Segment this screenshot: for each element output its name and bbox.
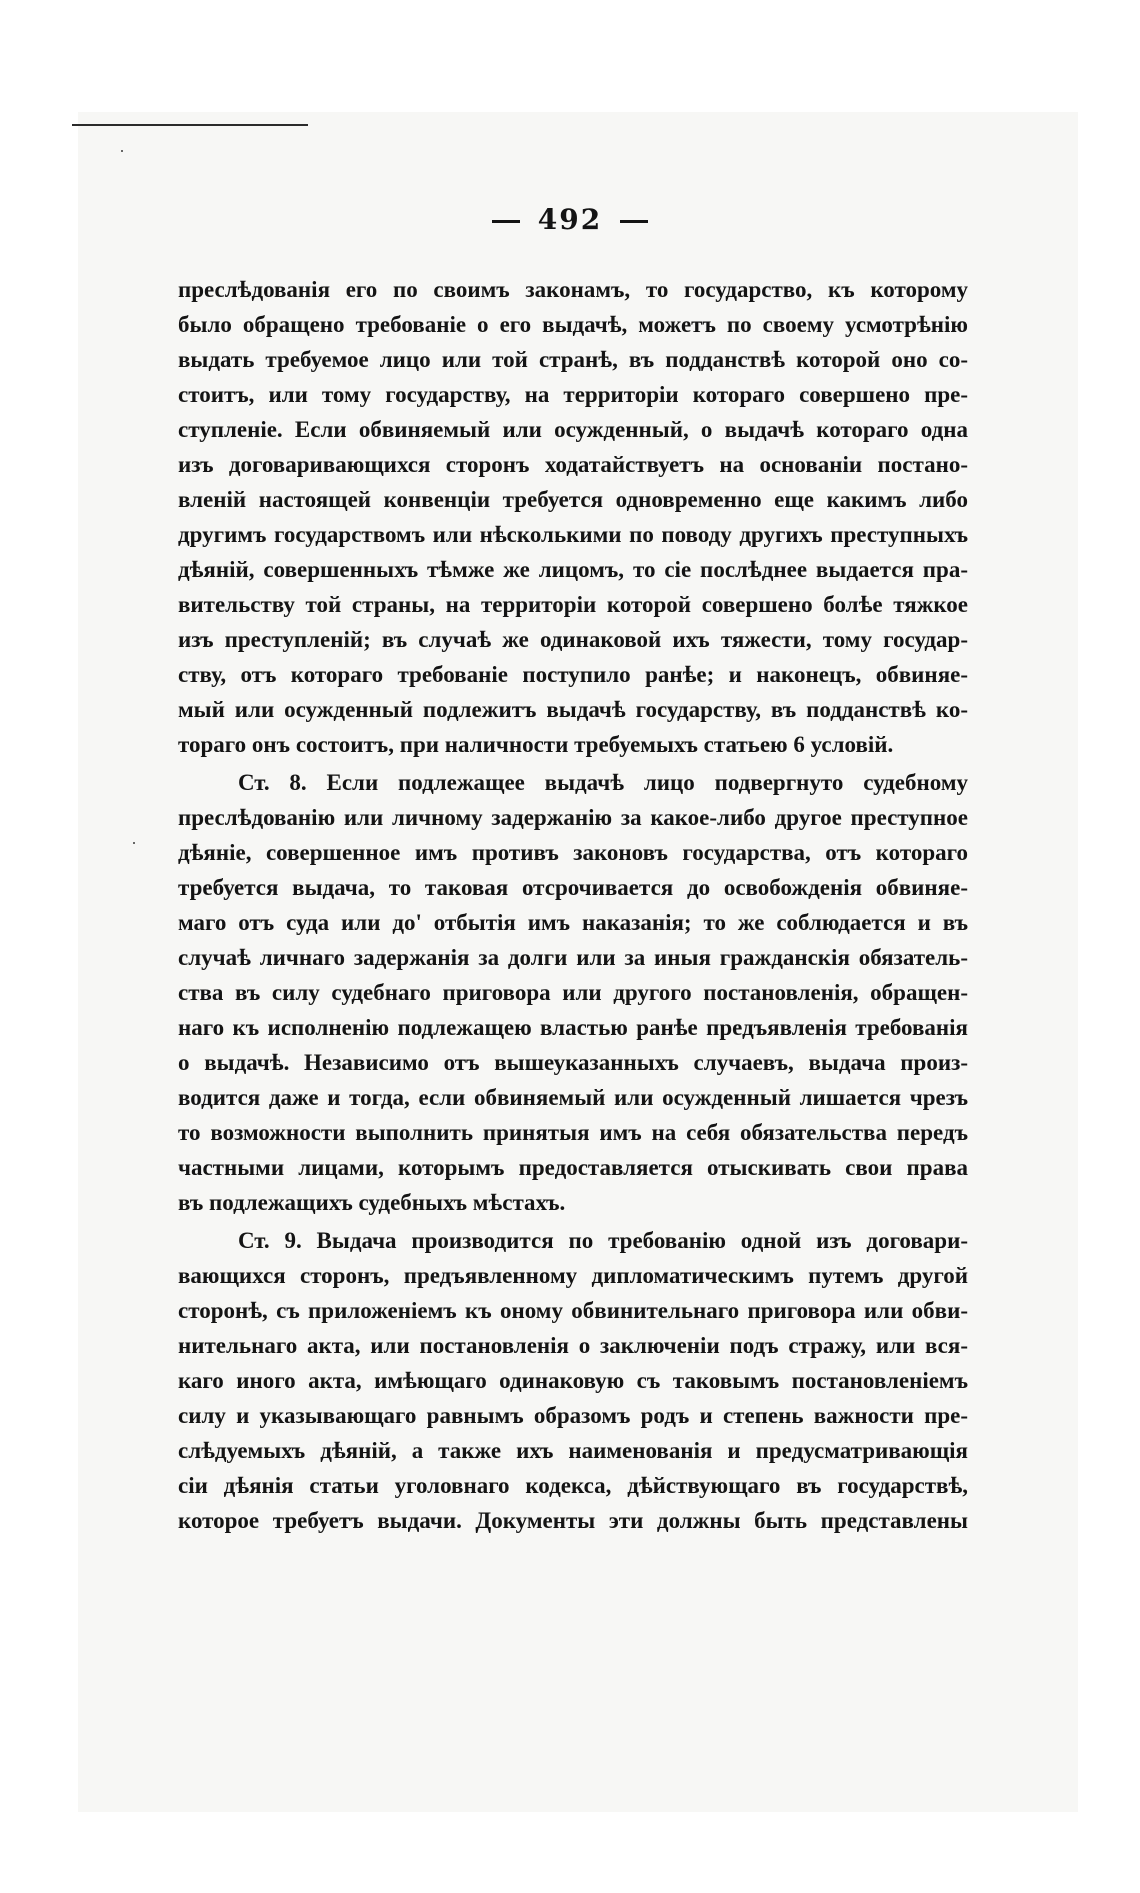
text-line: тораго онъ состоитъ, при наличности требуемыхъ статьею 6 условій. <box>178 732 894 757</box>
scan-speck <box>121 150 123 152</box>
left-dash <box>492 220 520 223</box>
text-line: слѣдуемыхъ дѣяній, а также ихъ наименованія и предусматривающія <box>178 1438 968 1463</box>
text-line: преслѣдованія его по своимъ законамъ, то государство, къ которому <box>178 277 968 302</box>
page-number <box>0 203 1140 236</box>
text-line: вающихся сторонъ, предъявленному дипломатическимъ путемъ другой <box>178 1263 968 1288</box>
paragraph-article-9 <box>178 1223 968 1538</box>
text-line: вительству той страны, на территоріи которой совершено болѣе тяжкое <box>178 592 968 617</box>
page-number-text: 492 <box>537 203 603 236</box>
text-line: Ст. 9. Выдача производится по требованію одной изъ договари- <box>238 1228 968 1253</box>
text-line: частными лицами, которымъ предоставляется отыскивать свои права <box>178 1155 968 1180</box>
text-line: мый или осужденный подлежитъ выдачѣ государству, въ подданствѣ ко- <box>178 697 968 722</box>
text-line: вленій настоящей конвенціи требуется одновременно еще какимъ либо <box>178 487 968 512</box>
paragraph <box>178 272 968 762</box>
text-line: сіи дѣянія статьи уголовнаго кодекса, дѣйствующаго въ государствѣ, <box>178 1473 968 1498</box>
text-line: дѣяній, совершенныхъ тѣмже же лицомъ, то сіе послѣднее выдается пра- <box>178 557 968 582</box>
text-line: наго къ исполненію подлежащею властью ранѣе предъявленія требованія <box>178 1015 968 1040</box>
text-line: преслѣдованію или личному задержанію за какое-либо другое преступное <box>178 805 968 830</box>
text-line: случаѣ личнаго задержанія за долги или за иныя гражданскія обязатель- <box>178 945 968 970</box>
text-line: дѣяніе, совершенное имъ противъ законовъ государства, отъ котораго <box>178 840 968 865</box>
body-text <box>178 272 968 1538</box>
text-line: изъ договаривающихся сторонъ ходатайствуетъ на основаніи постано- <box>178 452 968 477</box>
text-line: требуется выдача, то таковая отсрочивается до освобожденія обвиняе- <box>178 875 968 900</box>
text-line: другимъ государствомъ или нѣсколькими по поводу другихъ преступныхъ <box>178 522 968 547</box>
text-line: силу и указывающаго равнымъ образомъ родъ и степень важности пре- <box>178 1403 968 1428</box>
text-line: сторонѣ, съ приложеніемъ къ оному обвинительнаго приговора или обви- <box>178 1298 968 1323</box>
text-line: каго иного акта, имѣющаго одинаковую съ таковымъ постановленіемъ <box>178 1368 968 1393</box>
text-line: было обращено требованіе о его выдачѣ, можетъ по своему усмотрѣнію <box>178 312 968 337</box>
top-rule-line <box>72 124 308 126</box>
text-line: маго отъ суда или до' отбытія имъ наказанія; то же соблюдается и въ <box>178 910 968 935</box>
text-line: въ подлежащихъ судебныхъ мѣстахъ. <box>178 1190 566 1215</box>
text-line: то возможности выполнить принятыя имъ на себя обязательства передъ <box>178 1120 968 1145</box>
text-line: водится даже и тогда, если обвиняемый или осужденный лишается чрезъ <box>178 1085 968 1110</box>
text-line: Ст. 8. Если подлежащее выдачѣ лицо подвергнуто судебному <box>238 770 968 795</box>
right-dash <box>620 220 648 223</box>
paragraph-article-8 <box>178 765 968 1220</box>
text-line: о выдачѣ. Независимо отъ вышеуказанныхъ случаевъ, выдача произ- <box>178 1050 968 1075</box>
scan-speck <box>133 842 135 844</box>
text-line: выдать требуемое лицо или той странѣ, въ подданствѣ которой оно со- <box>178 347 968 372</box>
text-line: ства въ силу судебнаго приговора или другого постановленія, обращен- <box>178 980 968 1005</box>
text-line: которое требуетъ выдачи. Документы эти должны быть представлены <box>178 1508 968 1533</box>
text-line: нительнаго акта, или постановленія о заключеніи подъ стражу, или вся- <box>178 1333 968 1358</box>
text-line: ступленіе. Если обвиняемый или осужденный, о выдачѣ котораго одна <box>178 417 968 442</box>
text-line: изъ преступленій; въ случаѣ же одинаковой ихъ тяжести, тому государ- <box>178 627 968 652</box>
text-line: ству, отъ котораго требованіе поступило ранѣе; и наконецъ, обвиняе- <box>178 662 968 687</box>
text-line: стоитъ, или тому государству, на территоріи котораго совершено пре- <box>178 382 968 407</box>
